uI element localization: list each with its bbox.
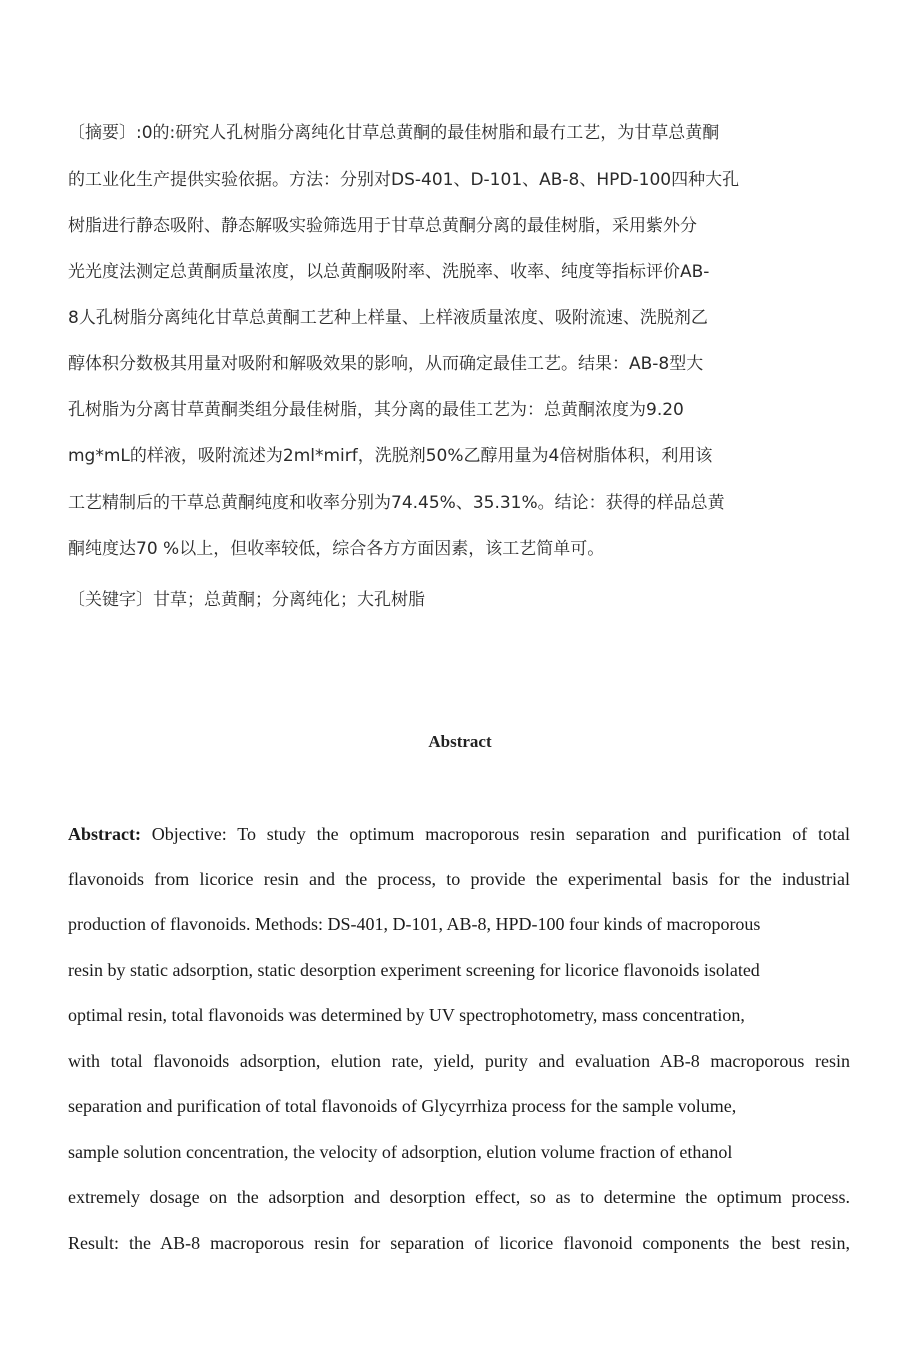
en-abstract-line-9: extremely dosage on the adsorption and desorption effect, so as to determine the optimum process. xyxy=(68,1187,850,1207)
cn-abstract-line-6: 醇体积分数极其用量对吸附和解吸效果的影响，从而确定最佳工艺。结果：AB-8型大 xyxy=(68,354,704,374)
cn-abstract-line-5: 8人孔树脂分离纯化甘草总黄酮工艺种上样量、上样液质量浓度、吸附流速、洗脱剂乙 xyxy=(68,308,708,328)
en-abstract-line-8: sample solution concentration, the velocity of adsorption, elution volume fraction of ethanol xyxy=(68,1142,733,1162)
cn-abstract-line-10: 酮纯度达70 %以上，但收率较低，综合各方方面因素，该工艺简单可。 xyxy=(68,539,605,559)
en-abstract-line-7: separation and purification of total flavonoids of Glycyrrhiza process for the sample volume, xyxy=(68,1096,737,1116)
cn-abstract-line-1: 〔摘要〕:0的:研究人孔树脂分离纯化甘草总黄酮的最佳树脂和最冇工艺，为甘草总黄酮 xyxy=(68,123,720,143)
cn-abstract-line-7: 孔树脂为分离甘草黄酮类组分最佳树脂，其分离的最佳工艺为：总黄酮浓度为9.20 xyxy=(68,400,684,420)
en-abstract-line-10: Result: the AB-8 macroporous resin for separation of licorice flavonoid components the best resin, xyxy=(68,1233,850,1253)
en-abstract-line-6: with total flavonoids adsorption, elution rate, yield, purity and evaluation AB-8 macroporous resin xyxy=(68,1051,850,1071)
en-abstract-line-4: resin by static adsorption, static desorption experiment screening for licorice flavonoids isolated xyxy=(68,960,760,980)
en-abstract-line-1-text: Objective: To study the optimum macroporous resin separation and purification of total xyxy=(140,824,850,844)
en-abstract-line-3: production of flavonoids. Methods: DS-401, D-101, AB-8, HPD-100 four kinds of macroporous xyxy=(68,914,761,934)
en-abstract-line-2: flavonoids from licorice resin and the process, to provide the experimental basis for the industrial xyxy=(68,869,850,889)
en-abstract-line-5: optimal resin, total flavonoids was determined by UV spectrophotometry, mass concentration, xyxy=(68,1005,745,1025)
cn-abstract-line-9: 工艺精制后的干草总黄酮纯度和收率分别为74.45%、35.31%。结论：获得的样品总黄 xyxy=(68,493,725,513)
abstract-label: Abstract: xyxy=(68,824,141,844)
cn-abstract-line-4: 光光度法测定总黄酮质量浓度，以总黄酮吸附率、洗脱率、收率、纯度等指标评价AB- xyxy=(68,262,710,282)
cn-keywords: 〔关键字〕甘草；总黄酮；分离纯化；大孔树脂 xyxy=(68,590,425,610)
cn-abstract-line-3: 树脂进行静态吸附、静态解吸实验筛选用于甘草总黄酮分离的最佳树脂，采用紫外分 xyxy=(68,216,697,236)
cn-abstract-line-8: mg*mL的样液，吸附流述为2ml*mirf，洗脱剂50%乙醇用量为4倍树脂体积，利用该 xyxy=(68,446,713,466)
abstract-heading: Abstract xyxy=(428,732,492,751)
cn-abstract-line-2: 的工业化生产提供实验依据。方法：分别对DS-401、D-101、AB-8、HPD-100四种大孔 xyxy=(68,170,740,190)
en-abstract-line-1 xyxy=(68,824,850,844)
